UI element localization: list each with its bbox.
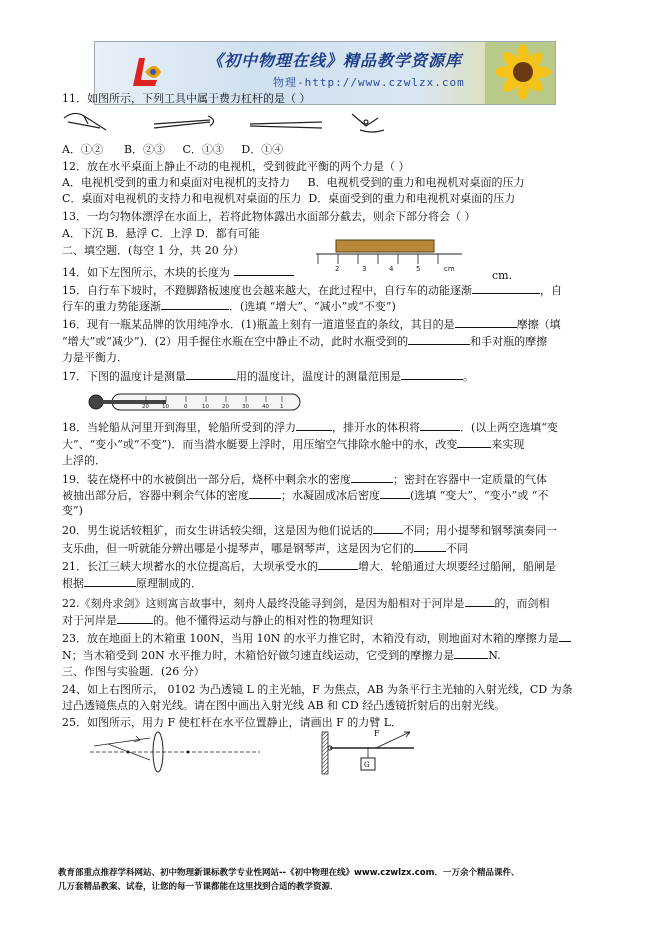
question-21-text: 根据 — [62, 577, 84, 590]
banner-title: 《初中物理在线》精品教学资源库 — [207, 51, 463, 70]
answer-blank[interactable] — [373, 523, 403, 534]
question-25: 25．如图所示，用力 F 使杠杆在水平位置静止，请画出 F 的力臂 L． — [62, 716, 403, 729]
thermo-tick: 10 — [162, 404, 169, 410]
question-14-unit: cm. — [492, 269, 513, 282]
ruler-tick: 4 — [389, 265, 394, 272]
question-12: 12．放在水平桌面上静止不动的电视机，受到彼此平衡的两个力是（ ） — [62, 160, 410, 173]
question-18-text: 18．当轮船从河里开到海里，轮船所受到的浮力 — [62, 421, 296, 434]
question-23-text: N；当木箱受到 20N 水平推力时，木箱恰好做匀速直线运动，它受到的摩擦力是 — [62, 649, 455, 662]
question-19-line1 — [62, 472, 622, 486]
option-b: B．②③ — [123, 143, 166, 156]
question-15-text: 15．自行车下坡时，不蹬脚踏板速度也会越来越大，在此过程中，自行车的动能逐渐 — [62, 284, 472, 297]
answer-blank[interactable] — [455, 317, 517, 328]
question-21-line2 — [62, 576, 622, 590]
footer-line1: 教育部重点推荐学科网站、初中物理新课标教学专业性网站--《初中物理在线》www.czwlzx.com．一万余个精品课件、 — [58, 868, 520, 878]
question-23-text: N. — [488, 649, 501, 662]
option-a: A．电视机受到的重力和桌面对电视机的支持力 — [62, 176, 290, 189]
answer-blank[interactable] — [84, 576, 136, 587]
question-22-text: 的，而剑相 — [494, 597, 550, 610]
question-16-line1 — [62, 317, 622, 331]
option-c: C．①③ — [182, 143, 224, 156]
answer-blank[interactable] — [186, 369, 236, 380]
thermo-tick: 30 — [242, 404, 249, 410]
question-21-text: 原理制成的． — [136, 577, 202, 590]
question-19-line3: 变”) — [62, 504, 83, 517]
footer-line2: 几万套精品教案、试卷，让您的每一节课都能在这里找到合适的教学资源． — [58, 882, 339, 892]
question-18-line2 — [62, 437, 622, 451]
answer-blank[interactable] — [420, 420, 460, 431]
question-19-text: ；密封在容器中一定质量的气体 — [393, 473, 547, 486]
answer-blank[interactable] — [559, 631, 571, 642]
question-24-line2: 过凸透镜焦点的入射光线。请在图中画出入射光线 AB 和 CD 经凸透镜折射后的出射光线。 — [62, 699, 506, 712]
question-17-text: 17．下图的温度计是测量 — [62, 370, 186, 383]
question-15-line1 — [62, 283, 622, 297]
banner-url: 物理-http://www.czwlzx.com — [273, 76, 465, 89]
question-23-text: 23．放在地面上的木箱重 100N，当用 10N 的水平力推它时，木箱没有动，则地面对木箱的摩擦力是 — [62, 632, 559, 645]
question-16-line3: 力是平衡力． — [62, 351, 128, 364]
page-footer — [58, 866, 618, 894]
question-16-text: 和手对瓶的摩擦 — [470, 335, 548, 348]
question-18-line1 — [62, 420, 622, 434]
thermo-tick: 40 — [262, 404, 269, 410]
site-logo-icon — [125, 52, 165, 92]
question-16-text: 摩擦（填 — [516, 318, 561, 331]
option-a: A．①② — [62, 143, 103, 156]
thermometer-figure — [86, 392, 302, 414]
answer-blank[interactable] — [414, 541, 446, 552]
question-15-text: 行车的重力势能逐渐 — [62, 300, 161, 313]
thermo-tick: 10 — [202, 404, 209, 410]
question-15-text: ，自 — [540, 284, 562, 297]
answer-blank[interactable] — [249, 488, 281, 499]
question-18-text: ．(以上两空选填“变 — [460, 421, 558, 434]
question-19-line2 — [62, 488, 622, 502]
answer-blank[interactable] — [465, 596, 495, 607]
question-17 — [62, 369, 622, 383]
question-22-line2 — [62, 613, 622, 627]
ruler-tick: 3 — [362, 265, 367, 272]
question-24-line1: 24、如上右图所示， 0102 为凸透镜 L 的主光轴，F 为焦点，AB 为条平行主光轴的入射光线，CD 为条 — [62, 683, 573, 696]
answer-blank[interactable] — [318, 559, 358, 570]
question-20-text: 支乐曲，但一听就能分辨出哪是小提琴声，哪是钢琴声，这是因为它们的 — [62, 542, 414, 555]
question-13-options: A．下沉 B．悬浮 C．上浮 D．都有可能 — [62, 227, 260, 240]
answer-blank[interactable] — [234, 265, 294, 276]
section-2-heading: 二、填空题．(每空 1 分，共 20 分） — [62, 244, 245, 257]
answer-blank[interactable] — [380, 488, 410, 499]
question-20-text: 不同；用小提琴和钢琴演奏同一 — [403, 524, 557, 537]
question-20-text: 不同 — [446, 542, 468, 555]
answer-blank[interactable] — [296, 420, 332, 431]
lever-diagram — [318, 728, 438, 776]
option-d: D．桌面受到的重力和电视机对桌面的压力 — [308, 192, 516, 205]
question-22-text: 对于河岸是 — [62, 614, 117, 627]
question-19-text: (选填 “变大”、“变小”或 “不 — [410, 489, 549, 502]
question-16-line2 — [62, 334, 622, 348]
answer-blank[interactable] — [408, 334, 470, 345]
thermo-tick: 20 — [222, 404, 229, 410]
option-d: D．①④ — [241, 143, 284, 156]
question-14-text: 14．如下左图所示，木块的长度为 — [62, 266, 230, 279]
question-12-ab — [62, 176, 622, 189]
answer-blank[interactable] — [161, 299, 229, 310]
option-c: C．桌面对电视机的支持力和电视机对桌面的压力 — [62, 192, 302, 205]
thermo-tick: 1 — [280, 404, 284, 410]
question-19-text: 被抽出部分后，容器中剩余气体的密度 — [62, 489, 249, 502]
question-16-text: “增大”或“减少”)．(2）用手握住水瓶在空中静止不动，此时水瓶受到的 — [62, 335, 409, 348]
question-22-text: 22.《刻舟求剑》这则寓言故事中，刻舟人最终没能寻到剑，是因为船相对于河岸是 — [62, 597, 465, 610]
question-17-text: 用的温度计，温度计的测量范围是 — [236, 370, 401, 383]
question-23-line2 — [62, 648, 622, 662]
lens-diagram — [88, 730, 264, 774]
question-14 — [62, 265, 622, 279]
question-21-line1 — [62, 559, 622, 573]
thermo-tick: 0 — [184, 404, 188, 410]
question-20-line2 — [62, 541, 622, 555]
question-15-text: ．(选填 “增大”、“减小”或“不变”) — [229, 300, 396, 313]
question-16-text: 16．现有一瓶某品牌的饮用纯净水．(1)瓶盖上刻有一道道竖直的条纹，其目的是 — [62, 318, 455, 331]
question-17-text: 。 — [463, 370, 474, 383]
question-19-text: 19．装在烧杯中的水被倒出一部分后，烧杯中剩余水的密度 — [62, 473, 351, 486]
question-18-line3: 上浮的． — [62, 454, 106, 467]
question-12-cd — [62, 192, 622, 205]
ruler-tick: 5 — [416, 265, 421, 272]
question-22-text: 的。他不懂得运动与静止的相对性的物理知识 — [153, 614, 373, 627]
ruler-unit: cm — [444, 265, 455, 272]
question-11-options — [62, 143, 622, 156]
answer-blank[interactable] — [454, 648, 488, 659]
answer-blank[interactable] — [401, 369, 463, 380]
section-3-heading: 三、作图与实验题．(26 分） — [62, 665, 205, 678]
question-18-text: ，排开水的体积将 — [332, 421, 420, 434]
question-18-text: 大”、“变小”或“不变”)．而当潜水艇要上浮时，用压缩空气排除水舱中的水，改变 — [62, 438, 458, 451]
answer-blank[interactable] — [351, 472, 393, 483]
question-22-line1 — [62, 596, 622, 610]
answer-blank[interactable] — [472, 283, 540, 294]
question-18-text: 来实现 — [491, 438, 525, 451]
force-label: F — [374, 729, 380, 738]
ruler-tick: 2 — [335, 265, 340, 272]
question-13: 13．一均匀物体漂浮在水面上，若将此物体露出水面部分截去，则余下部分将会（ ） — [62, 210, 476, 223]
question-19-text: ；水凝固成冰后密度 — [281, 489, 380, 502]
answer-blank[interactable] — [117, 613, 153, 624]
answer-blank[interactable] — [457, 437, 491, 448]
weight-label: G — [364, 761, 370, 769]
tools-figure — [60, 108, 390, 138]
question-21-text: 21．长江三峡大坝蓄水的水位提高后，大坝承受水的 — [62, 560, 318, 573]
question-20-line1 — [62, 523, 622, 537]
question-23-line1 — [62, 631, 622, 645]
thermo-tick: 20 — [142, 404, 149, 410]
question-15-line2 — [62, 299, 622, 313]
option-b: B．电视机受到的重力和电视机对桌面的压力 — [307, 176, 525, 189]
question-20-text: 20．男生说话较粗犷，而女生讲话较尖细，这是因为他们说话的 — [62, 524, 373, 537]
question-21-text: 增大．轮船通过大坝要经过船闸，船闸是 — [358, 560, 556, 573]
question-11: 11．如图所示，下列工具中属于费力杠杆的是（ ） — [62, 92, 311, 105]
